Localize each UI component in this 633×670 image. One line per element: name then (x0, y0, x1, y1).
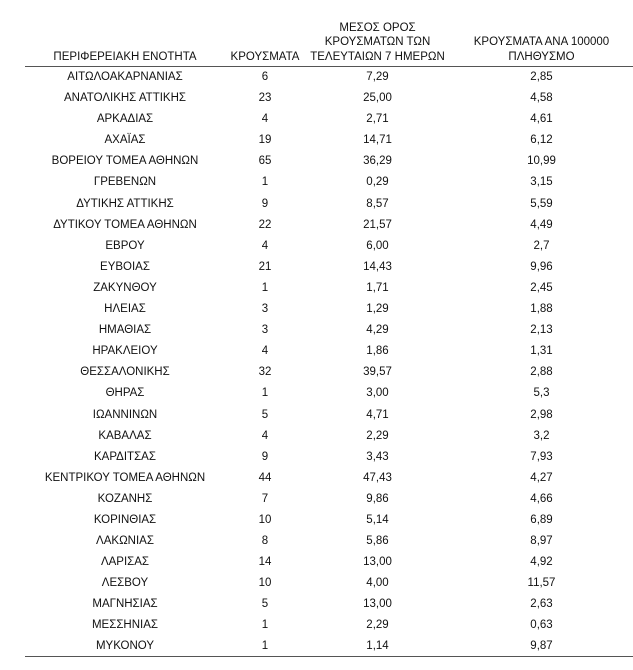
header-avg7-line-2: ΚΡΟΥΣΜΑΤΩΝ ΤΩΝ (324, 36, 431, 48)
cell-cases: 8 (261, 535, 269, 548)
cell-cases: 5 (261, 408, 269, 421)
cell-per100k: 4,92 (530, 556, 553, 569)
cell-cases: 4 (261, 113, 269, 126)
cell-avg7: 2,71 (366, 113, 389, 126)
cell-cases: 10 (258, 577, 272, 590)
table-row (25, 362, 633, 383)
table-row (25, 594, 633, 615)
table-row (25, 468, 633, 489)
cell-avg7: 4,29 (366, 324, 389, 337)
cell-cases: 1 (261, 176, 269, 189)
table-row (25, 510, 633, 531)
cell-cases: 14 (258, 556, 272, 569)
cell-cases: 19 (258, 134, 272, 147)
cell-region: ΕΒΡΟΥ (105, 239, 145, 252)
cell-region: ΚΟΡΙΝΘΙΑΣ (93, 513, 157, 526)
table-row (25, 637, 633, 657)
header-region-line: ΠΕΡΙΦΕΡΕΙΑΚΗ ΕΝΟΤΗΤΑ (53, 50, 197, 63)
cell-region: ΗΛΕΙΑΣ (104, 303, 146, 316)
cell-region: ΚΑΡΔΙΤΣΑΣ (94, 450, 156, 463)
cell-avg7: 1,86 (366, 345, 389, 358)
cell-region: ΚΑΒΑΛΑΣ (98, 429, 152, 442)
cell-per100k: 5,3 (533, 387, 550, 400)
cell-avg7: 2,29 (366, 429, 389, 442)
cell-region: ΑΝΑΤΟΛΙΚΗΣ ΑΤΤΙΚΗΣ (63, 92, 186, 105)
cell-cases: 44 (258, 471, 272, 484)
cell-avg7: 25,00 (363, 92, 392, 105)
cell-cases: 3 (261, 324, 269, 337)
cell-avg7: 8,57 (366, 197, 389, 210)
header-avg7-line-1: ΜΕΣΟΣ ΟΡΟΣ (339, 21, 416, 34)
cell-region: ΔΥΤΙΚΟΥ ΤΟΜΕΑ ΑΘΗΝΩΝ (53, 218, 197, 231)
cell-avg7: 6,00 (366, 239, 389, 252)
cell-cases: 65 (258, 155, 272, 168)
cell-per100k: 3,2 (533, 429, 550, 442)
cases-table-container (25, 0, 633, 657)
cell-region: ΜΕΣΣΗΝΙΑΣ (91, 619, 159, 632)
header-region (25, 0, 225, 67)
table-row (25, 383, 633, 404)
cell-avg7: 39,57 (363, 366, 392, 379)
cell-cases: 9 (261, 197, 269, 210)
table-row (25, 405, 633, 426)
cell-avg7: 1,14 (305, 637, 450, 657)
cell-per100k: 4,49 (530, 218, 553, 231)
cell-region: ΙΩΑΝΝΙΝΩΝ (92, 408, 158, 421)
cell-cases: 3 (261, 303, 269, 316)
cell-region: ΓΡΕΒΕΝΩΝ (93, 176, 157, 189)
cell-region: ΗΡΑΚΛΕΙΟΥ (92, 345, 158, 358)
cell-per100k: 6,89 (530, 513, 553, 526)
cell-cases: 1 (261, 619, 269, 632)
cell-avg7: 14,43 (363, 260, 392, 273)
cell-avg7: 5,86 (366, 535, 389, 548)
header-row (25, 0, 633, 67)
cell-region: ΗΜΑΘΙΑΣ (98, 324, 152, 337)
cell-avg7: 47,43 (363, 471, 392, 484)
cell-per100k: 4,58 (530, 92, 553, 105)
cell-cases: 9 (261, 450, 269, 463)
table-row (25, 194, 633, 215)
cell-avg7: 9,86 (366, 492, 389, 505)
header-per100k (450, 0, 633, 67)
cell-cases: 10 (258, 513, 272, 526)
cell-per100k: 2,85 (530, 71, 553, 83)
cell-region: ΚΕΝΤΡΙΚΟΥ ΤΟΜΕΑ ΑΘΗΝΩΝ (44, 471, 206, 484)
cell-cases: 7 (261, 492, 269, 505)
table-row (25, 151, 633, 172)
header-cases (225, 0, 305, 67)
cell-per100k: 8,97 (530, 535, 553, 548)
cell-avg7: 14,71 (363, 134, 392, 147)
cell-per100k: 1,88 (530, 303, 553, 316)
header-per100k-line-2: ΠΛΗΘΥΣΜΟ (508, 50, 575, 63)
cell-region: ΒΟΡΕΙΟΥ ΤΟΜΕΑ ΑΘΗΝΩΝ (51, 155, 199, 168)
cell-cases: 1 (261, 281, 269, 294)
cell-avg7: 3,43 (366, 450, 389, 463)
cell-per100k: 5,59 (530, 197, 553, 210)
cases-by-region-table (25, 0, 633, 657)
table-row (25, 447, 633, 468)
table-row (25, 615, 633, 636)
cell-region: ΚΟΖΑΝΗΣ (97, 492, 153, 505)
cell-cases: 23 (258, 92, 272, 105)
table-row (25, 320, 633, 341)
cell-per100k: 4,27 (530, 471, 553, 484)
table-row (25, 172, 633, 193)
cell-avg7: 13,00 (363, 598, 392, 611)
cell-per100k: 3,15 (530, 176, 553, 189)
table-row (25, 257, 633, 278)
cell-avg7: 7,29 (366, 71, 389, 83)
cell-cases: 4 (261, 429, 269, 442)
cell-region: ΜΥΚΟΝΟΥ (25, 637, 225, 657)
cell-cases: 22 (258, 218, 272, 231)
cell-cases: 1 (225, 637, 305, 657)
cell-per100k: 7,93 (530, 450, 553, 463)
cell-avg7: 4,00 (366, 577, 389, 590)
cell-region: ΑΧΑΪΑΣ (104, 134, 146, 147)
cell-avg7: 36,29 (363, 155, 392, 168)
cell-per100k: 10,99 (527, 155, 556, 168)
table-row (25, 426, 633, 447)
cell-per100k: 2,13 (530, 324, 553, 337)
table-row (25, 573, 633, 594)
cell-per100k: 11,57 (527, 577, 556, 590)
table-body (25, 67, 633, 657)
header-avg7-line-3: ΤΕΛΕΥΤΑΙΩΝ 7 ΗΜΕΡΩΝ (310, 50, 445, 63)
cell-per100k: 0,63 (530, 619, 553, 632)
cell-region: ΛΕΣΒΟΥ (101, 577, 149, 590)
table-row (25, 236, 633, 257)
cell-avg7: 0,29 (366, 176, 389, 189)
cell-avg7: 4,71 (366, 408, 389, 421)
table-row (25, 88, 633, 109)
cell-cases: 5 (261, 598, 269, 611)
cell-avg7: 1,71 (366, 281, 389, 294)
cell-cases: 4 (261, 345, 269, 358)
cell-per100k: 4,61 (530, 113, 553, 126)
cell-avg7: 1,29 (366, 303, 389, 316)
cell-cases: 6 (261, 71, 269, 83)
cell-per100k: 2,63 (530, 598, 553, 611)
cell-per100k: 2,98 (530, 408, 553, 421)
cell-region: ΑΡΚΑΔΙΑΣ (96, 113, 154, 126)
cell-region: ΔΥΤΙΚΗΣ ΑΤΤΙΚΗΣ (76, 197, 174, 210)
table-row (25, 215, 633, 236)
table-row (25, 278, 633, 299)
table-row (25, 552, 633, 573)
cell-cases: 21 (258, 260, 272, 273)
table-row (25, 489, 633, 510)
cell-cases: 1 (261, 387, 269, 400)
table-row (25, 531, 633, 552)
cell-region: ΘΕΣΣΑΛΟΝΙΚΗΣ (80, 366, 170, 379)
cell-region: ΑΙΤΩΛΟΑΚΑΡΝΑΝΙΑΣ (67, 71, 183, 83)
cell-region: ΛΑΚΩΝΙΑΣ (96, 535, 154, 548)
cell-region: ΜΑΓΝΗΣΙΑΣ (92, 598, 158, 611)
cell-cases: 4 (261, 239, 269, 252)
cell-avg7: 13,00 (363, 556, 392, 569)
cell-cases: 32 (258, 366, 272, 379)
cell-region: ΖΑΚΥΝΘΟΥ (93, 281, 157, 294)
header-per100k-line-1: ΚΡΟΥΣΜΑΤΑ ΑΝΑ 100000 (473, 36, 610, 48)
table-row (25, 109, 633, 130)
cell-avg7: 5,14 (366, 513, 389, 526)
table-row (25, 299, 633, 320)
cell-region: ΕΥΒΟΙΑΣ (100, 260, 150, 273)
cell-avg7: 21,57 (363, 218, 392, 231)
cell-per100k: 1,31 (530, 345, 553, 358)
header-cases-line: ΚΡΟΥΣΜΑΤΑ (230, 50, 300, 63)
cell-region: ΘΗΡΑΣ (105, 387, 145, 400)
cell-avg7: 2,29 (366, 619, 389, 632)
cell-per100k: 9,87 (450, 637, 633, 657)
table-row (25, 341, 633, 362)
header-avg7 (305, 0, 450, 67)
cell-per100k: 2,88 (530, 366, 553, 379)
table-header (25, 0, 633, 67)
cell-region: ΛΑΡΙΣΑΣ (100, 556, 150, 569)
cell-per100k: 2,7 (533, 239, 550, 252)
table-row (25, 67, 633, 89)
cell-per100k: 9,96 (530, 260, 553, 273)
table-row (25, 130, 633, 151)
cell-per100k: 2,45 (530, 281, 553, 294)
cell-avg7: 3,00 (366, 387, 389, 400)
cell-per100k: 4,66 (530, 492, 553, 505)
cell-per100k: 6,12 (530, 134, 553, 147)
